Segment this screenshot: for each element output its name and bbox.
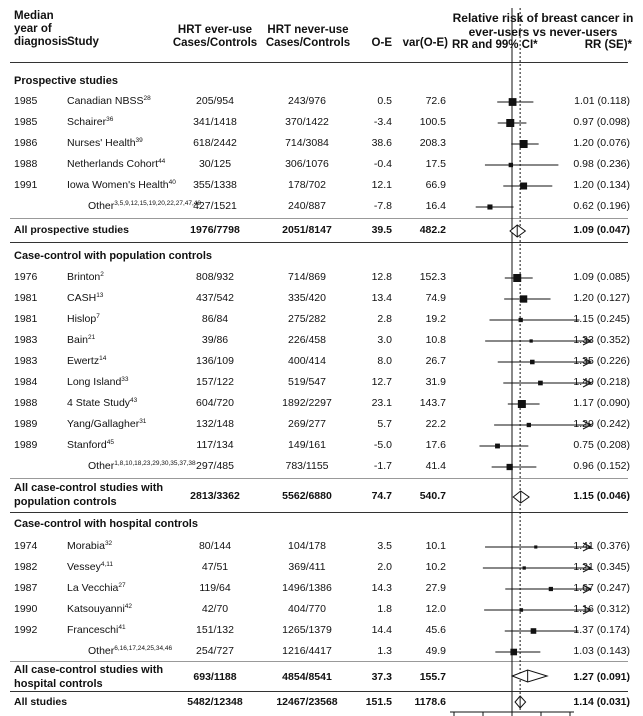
header-rule [10, 62, 628, 63]
header-never-text: HRT never-use Cases/Controls [265, 24, 351, 49]
rr-se: 1.67 (0.247) [573, 582, 630, 594]
never-use: 783/1155 [285, 460, 329, 472]
table-row [0, 600, 643, 620]
never-use: 400/414 [288, 355, 326, 367]
header-oe-text: O-E [371, 37, 392, 49]
study-label: Long Island [67, 376, 122, 388]
o-minus-e: 5.7 [377, 418, 392, 430]
study-ref: 27 [118, 582, 126, 589]
study-name [67, 582, 126, 595]
table-row [0, 394, 643, 414]
overall-row [0, 693, 643, 713]
study-ref: 28 [143, 95, 151, 102]
year: 1988 [14, 158, 38, 170]
study-ref: 3,5,9,12,15,19,20,22,27,47,48 [114, 200, 202, 207]
rr-se: 1.29 (0.242) [573, 418, 630, 430]
table-row [0, 579, 643, 599]
variance: 45.6 [425, 624, 446, 636]
table-row [0, 621, 643, 641]
never-use: 269/277 [288, 418, 326, 430]
ever-use: 693/1188 [193, 671, 237, 683]
never-use: 104/178 [288, 540, 326, 552]
header-ever-text: HRT ever-use Cases/Controls [172, 24, 258, 49]
ever-use: 86/84 [201, 313, 229, 325]
section-rule [10, 691, 628, 692]
year: 1992 [14, 624, 38, 636]
o-minus-e: 38.6 [371, 137, 392, 149]
rr-se: 1.09 (0.085) [573, 271, 630, 283]
never-use: 1892/2297 [282, 397, 332, 409]
never-use: 335/420 [288, 292, 326, 304]
rr-se: 1.01 (0.118) [574, 95, 630, 107]
variance: 66.9 [425, 179, 446, 191]
section-title-population: Case-control with population controls [14, 250, 212, 262]
study-label: Netherlands Cohort [67, 158, 159, 170]
year: 1989 [14, 418, 38, 430]
ever-use: 157/122 [196, 376, 234, 388]
o-minus-e: 2.0 [377, 561, 392, 573]
year: 1982 [14, 561, 38, 573]
variance: 49.9 [425, 645, 446, 657]
header-study-text: Study [67, 36, 99, 48]
rr-se: 1.09 (0.047) [573, 224, 630, 236]
o-minus-e: 3.5 [377, 540, 392, 552]
o-minus-e: 151.5 [365, 696, 392, 708]
ever-use: 136/109 [196, 355, 234, 367]
study-name [67, 95, 151, 108]
study-label: Schairer [67, 116, 107, 128]
year: 1983 [14, 355, 38, 367]
ever-use: 151/132 [196, 624, 234, 636]
never-use: 2051/8147 [282, 224, 332, 236]
rr-se: 1.15 (0.245) [573, 313, 630, 325]
study-ref: 36 [106, 116, 114, 123]
study-ref: 42 [124, 603, 133, 610]
total-row [0, 668, 643, 688]
year: 1983 [14, 334, 38, 346]
header-var-text: var(O-E) [402, 37, 448, 49]
study-label: Katsouyanni [67, 603, 125, 615]
rr-se: 1.27 (0.091) [573, 671, 630, 683]
variance: 31.9 [425, 376, 446, 388]
o-minus-e: 0.5 [377, 95, 392, 107]
year: 1989 [14, 439, 38, 451]
table-row [0, 457, 643, 477]
study-ref: 6,16,17,24,25,34,46 [114, 645, 173, 652]
table-row [0, 373, 643, 393]
study-label: Brinton [67, 271, 101, 283]
never-use: 306/1076 [285, 158, 329, 170]
section-title-hospital: Case-control with hospital controls [14, 518, 198, 530]
rr-se: 1.03 (0.143) [573, 645, 630, 657]
never-use: 1216/4417 [282, 645, 332, 657]
ever-use: 341/1418 [193, 116, 237, 128]
rr-se: 0.98 (0.236) [573, 158, 630, 170]
study-name [67, 624, 126, 637]
year: 1988 [14, 397, 38, 409]
study-ref: 40 [168, 179, 176, 186]
total-label-population: All case-control studies with population controls [14, 482, 164, 508]
study-ref: 33 [121, 376, 129, 383]
never-use: 226/458 [288, 334, 326, 346]
study-ref: 44 [158, 158, 166, 165]
variance: 10.1 [425, 540, 446, 552]
study-ref: 14 [99, 355, 107, 362]
study-label: Other [88, 200, 115, 212]
ever-use: 355/1338 [193, 179, 237, 191]
study-label: Iowa Women's Health [67, 179, 169, 191]
year: 1985 [14, 95, 38, 107]
ever-use: 5482/12348 [187, 696, 243, 708]
ever-use: 42/70 [201, 603, 229, 615]
never-use: 12467/23568 [276, 696, 338, 708]
header-rr-title-text: Relative risk of breast cancer in ever-users vs never-users [452, 11, 634, 39]
never-use: 369/411 [288, 561, 326, 573]
table-row [0, 92, 643, 112]
variance: 100.5 [419, 116, 446, 128]
study-label: Other [88, 645, 115, 657]
year: 1976 [14, 271, 38, 283]
study-name [67, 116, 113, 129]
o-minus-e: -3.4 [373, 116, 392, 128]
study-label: Morabia [67, 540, 105, 552]
table-row [0, 134, 643, 154]
study-name [67, 540, 112, 553]
study-ref: 45 [106, 439, 114, 446]
o-minus-e: 23.1 [371, 397, 392, 409]
year: 1981 [14, 292, 38, 304]
header-rr-title [448, 11, 638, 39]
o-minus-e: -5.0 [373, 439, 392, 451]
variance: 540.7 [419, 490, 446, 502]
variance: 12.0 [425, 603, 446, 615]
never-use: 370/1422 [285, 116, 329, 128]
table-row [0, 197, 643, 217]
header-rr-ci-text: RR and 99% CI* [452, 39, 538, 51]
o-minus-e: -0.4 [373, 158, 392, 170]
study-ref: 31 [139, 418, 147, 425]
year: 1984 [14, 376, 38, 388]
rr-se: 1.41 (0.376) [573, 540, 630, 552]
o-minus-e: 3.0 [377, 334, 392, 346]
year: 1990 [14, 603, 38, 615]
study-label: 4 State Study [67, 397, 131, 409]
year: 1987 [14, 582, 38, 594]
rr-se: 1.14 (0.031) [573, 696, 630, 708]
study-ref: 39 [135, 137, 143, 144]
table-row [0, 113, 643, 133]
header-rr-se [566, 39, 632, 52]
table-row [0, 415, 643, 435]
year: 1981 [14, 313, 38, 325]
year: 1991 [14, 179, 38, 191]
o-minus-e: 37.3 [371, 671, 392, 683]
study-label: Yang/Gallagher [67, 418, 140, 430]
header-oe [356, 37, 392, 50]
study-label: Franceschi [67, 624, 119, 636]
header-var [394, 37, 448, 50]
variance: 482.2 [419, 224, 446, 236]
variance: 208.3 [419, 137, 446, 149]
ever-use: 254/727 [196, 645, 234, 657]
study-label: Canadian NBSS [67, 95, 144, 107]
ever-use: 2813/3362 [190, 490, 240, 502]
header-year [14, 10, 66, 49]
study-name [88, 645, 172, 658]
rr-se: 1.15 (0.046) [573, 490, 630, 502]
rr-se: 1.35 (0.226) [573, 355, 630, 367]
row-rule [10, 661, 628, 662]
rr-se: 1.20 (0.076) [573, 137, 630, 149]
o-minus-e: 14.4 [371, 624, 392, 636]
study-ref: 41 [118, 624, 126, 631]
variance: 1178.6 [414, 696, 446, 708]
table-row [0, 155, 643, 175]
o-minus-e: -1.7 [373, 460, 392, 472]
ever-use: 119/64 [199, 582, 231, 594]
study-label: Hislop [67, 313, 97, 325]
row-rule [10, 218, 628, 219]
ever-use: 39/86 [201, 334, 229, 346]
study-name [67, 179, 176, 192]
variance: 19.2 [425, 313, 446, 325]
study-name [67, 334, 95, 347]
ever-use: 80/144 [198, 540, 232, 552]
ever-use: 437/542 [196, 292, 234, 304]
variance: 72.6 [425, 95, 446, 107]
rr-se: 1.21 (0.345) [573, 561, 630, 573]
study-label: Ewertz [67, 355, 100, 367]
study-name [67, 376, 129, 389]
study-name [67, 603, 132, 616]
variance: 152.3 [419, 271, 446, 283]
never-use: 275/282 [288, 313, 326, 325]
study-label: Vessey [67, 561, 101, 573]
never-use: 178/702 [288, 179, 326, 191]
o-minus-e: 13.4 [371, 292, 392, 304]
table-row [0, 289, 643, 309]
never-use: 1496/1386 [282, 582, 332, 594]
ever-use: 132/148 [196, 418, 234, 430]
total-label-hospital: All case-control studies with hospital controls [14, 664, 164, 690]
section-title-prospective: Prospective studies [14, 75, 118, 87]
variance: 10.8 [425, 334, 446, 346]
header-never [260, 24, 356, 50]
study-name [67, 313, 100, 326]
rr-se: 1.16 (0.312) [573, 603, 630, 615]
table-row [0, 352, 643, 372]
ever-use: 618/2442 [193, 137, 237, 149]
rr-se: 0.75 (0.208) [573, 439, 630, 451]
overall-label: All studies [14, 696, 68, 708]
section-rule [10, 242, 628, 243]
rr-se: 0.62 (0.196) [573, 200, 630, 212]
study-label: La Vecchia [67, 582, 119, 594]
study-ref: 43 [130, 397, 138, 404]
study-ref: 1,8,10,18,23,29,30,35,37,38 [114, 460, 196, 467]
year: 1985 [14, 116, 38, 128]
o-minus-e: 14.3 [371, 582, 392, 594]
variance: 17.6 [425, 439, 446, 451]
study-name [67, 418, 146, 431]
total-row [0, 487, 643, 507]
o-minus-e: 12.7 [371, 376, 392, 388]
never-use: 714/3084 [285, 137, 329, 149]
never-use: 519/547 [288, 376, 326, 388]
never-use: 243/976 [288, 95, 326, 107]
never-use: 4854/8541 [282, 671, 332, 683]
study-label: CASH [67, 292, 97, 304]
rr-se: 1.37 (0.174) [573, 624, 630, 636]
o-minus-e: 74.7 [371, 490, 392, 502]
header-year-text: Median year of diagnosis [14, 10, 68, 48]
variance: 41.4 [425, 460, 446, 472]
study-ref: 32 [104, 540, 113, 547]
o-minus-e: -7.8 [373, 200, 392, 212]
total-row [0, 221, 643, 241]
study-label: Bain [67, 334, 89, 346]
rr-se: 0.96 (0.152) [573, 460, 630, 472]
o-minus-e: 12.8 [371, 271, 392, 283]
variance: 155.7 [419, 671, 446, 683]
table-row [0, 537, 643, 557]
header-rr-ci [452, 39, 538, 52]
ever-use: 297/485 [196, 460, 234, 472]
study-name [67, 355, 106, 368]
header-study [67, 36, 99, 49]
o-minus-e: 12.1 [371, 179, 392, 191]
rr-se: 1.20 (0.127) [573, 292, 630, 304]
never-use: 240/887 [288, 200, 326, 212]
study-name [67, 271, 104, 284]
ever-use: 604/720 [196, 397, 234, 409]
study-ref: 4,11 [100, 561, 114, 568]
ever-use: 808/932 [196, 271, 234, 283]
table-row [0, 642, 643, 662]
o-minus-e: 39.5 [371, 224, 392, 236]
study-ref: 21 [88, 334, 96, 341]
never-use: 404/770 [288, 603, 326, 615]
header-rr-se-text: RR (SE)* [584, 39, 632, 51]
study-name [67, 292, 103, 305]
ever-use: 47/51 [201, 561, 229, 573]
row-rule [10, 478, 628, 479]
study-label: Stanford [67, 439, 107, 451]
ever-use: 1976/7798 [190, 224, 240, 236]
study-name [67, 561, 113, 574]
ever-use: 30/125 [198, 158, 232, 170]
year: 1986 [14, 137, 38, 149]
o-minus-e: 2.8 [377, 313, 392, 325]
never-use: 1265/1379 [282, 624, 332, 636]
year: 1974 [14, 540, 38, 552]
o-minus-e: 1.8 [377, 603, 392, 615]
study-label: Other [88, 460, 115, 472]
study-name [67, 397, 137, 410]
total-label: All prospective studies [14, 224, 129, 236]
rr-se: 1.33 (0.352) [573, 334, 630, 346]
study-ref: 13 [96, 292, 104, 299]
o-minus-e: 1.3 [377, 645, 392, 657]
variance: 16.4 [425, 200, 446, 212]
table-row [0, 310, 643, 330]
o-minus-e: 8.0 [377, 355, 392, 367]
never-use: 149/161 [288, 439, 326, 451]
table-row [0, 331, 643, 351]
variance: 17.5 [425, 158, 446, 170]
header-ever [166, 24, 264, 50]
variance: 27.9 [425, 582, 446, 594]
table-row [0, 436, 643, 456]
study-name [67, 158, 165, 171]
rr-se: 1.49 (0.218) [573, 376, 630, 388]
section-rule [10, 512, 628, 513]
variance: 143.7 [419, 397, 446, 409]
study-name [67, 137, 143, 150]
never-use: 5562/6880 [282, 490, 332, 502]
rr-se: 0.97 (0.098) [573, 116, 630, 128]
study-label: Nurses' Health [67, 137, 136, 149]
ever-use: 205/954 [196, 95, 234, 107]
table-row [0, 176, 643, 196]
table-row [0, 268, 643, 288]
study-ref: 7 [96, 313, 100, 320]
never-use: 714/869 [288, 271, 326, 283]
study-name [67, 439, 114, 452]
ever-use: 427/1521 [193, 200, 237, 212]
table-row [0, 558, 643, 578]
rr-se: 1.20 (0.134) [573, 179, 630, 191]
rr-se: 1.17 (0.090) [573, 397, 630, 409]
variance: 22.2 [425, 418, 446, 430]
ever-use: 117/134 [196, 439, 234, 451]
variance: 26.7 [425, 355, 446, 367]
variance: 10.2 [425, 561, 446, 573]
variance: 74.9 [425, 292, 446, 304]
study-ref: 2 [100, 271, 104, 278]
